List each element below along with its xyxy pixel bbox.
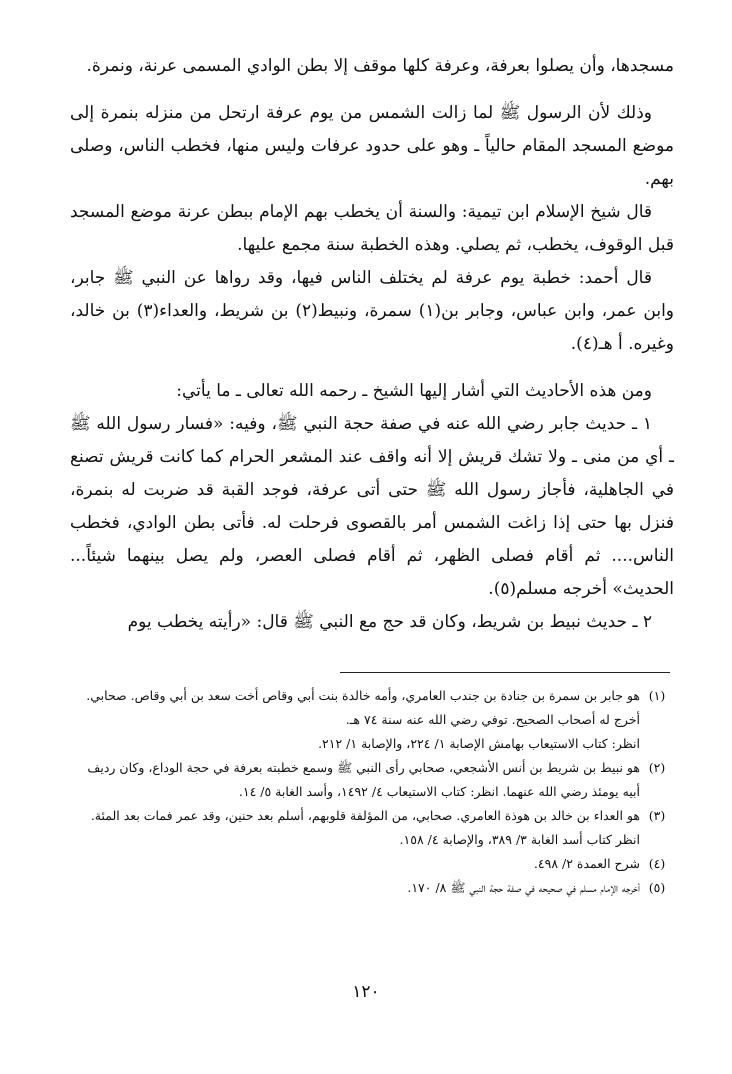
footnote-text: هو نبيط بن شريط بن أنس الأشجعي، صحابي رأى النبي ﷺ وسمع خطبته بعرفة في حجة الوداع، وكان رديف أبيه يومئذ رضي الله عنهما. انظر: كتاب الاستيعاب ٤/ ١٤٩٢، وأسد الغابة ٥/ ١٤. xyxy=(87,760,640,799)
footnote-number: (٢) xyxy=(648,760,666,775)
footnote-text: أخرجه الإمام مسلم في صحيحه في صفة حجة النبي ﷺ ٨/ ١٧٠. xyxy=(407,880,640,895)
paragraph-4: قال أحمد: خطبة يوم عرفة لم يختلف الناس فيها، وقد رواها عن النبي ﷺ جابر، وابن عمر، وابن عباس، وجابر بن(١) سمرة، ونبيط(٢) بن شريط، والعداء(٣) بن خالد، وغيره. أ هـ(٤). xyxy=(70,268,675,354)
paragraph-7: ٢ ـ حديث نبيط بن شريط، وكان قد حج مع النبي ﷺ قال: «رأيته يخطب يوم xyxy=(127,612,652,632)
footnote-number: (٣) xyxy=(648,808,666,823)
footnote-text: هو جابر بن سمرة بن جنادة بن جندب العامري، وأمه خالدة بنت أبي وقاص أخت سعد بن أبي وقاص. صحابي. أخرج له أصحاب الصحيح. توفي رضي الله عنه سنة ٧٤ هـ. xyxy=(86,688,640,727)
footnote-5 xyxy=(70,876,674,900)
paragraph-6: ١ ـ حديث جابر رضي الله عنه في صفة حجة النبي ﷺ، وفيه: «فسار رسول الله ﷺ ـ أي من منى ـ ولا تشك قريش إلا أنه واقف عند المشعر الحرام كما كانت قريش تصنع في الجاهلية، فأجاز رسول الله ﷺ حتى أتى عرفة، فوجد القبة قد ضربت له بنمرة، فنزل بها حتى إذا زاغت الشمس أمر بالقصوى فرحلت له. فأتى بطن الوادي، فخطب الناس.... ثم أقام فصلى الظهر، ثم أقام فصلى العصر، ولم يصل بينهما شيئاً... الحديث» أخرجه مسلم(٥). xyxy=(70,414,675,599)
footnote-separator xyxy=(340,672,670,673)
footnote-1 xyxy=(70,684,674,756)
footnote-4 xyxy=(70,852,674,876)
paragraph-3: قال شيخ الإسلام ابن تيمية: والسنة أن يخطب بهم الإمام ببطن عرنة موضع المسجد قبل الوقوف، يخطب، ثم يصلي. وهذه الخطبة سنة مجمع عليها. xyxy=(70,202,674,255)
footnote-2 xyxy=(70,756,674,804)
paragraph-5: ومن هذه الأحاديث التي أشار إليها الشيخ ـ رحمه الله تعالى ـ ما يأتي: xyxy=(176,381,652,401)
footnote-text: هو العداء بن خالد بن هوذة العامري. صحابي، من المؤلفة قلوبهم، أسلم بعد حنين، وقد عمر فمات بعد المئة. xyxy=(90,808,640,823)
paragraph-1: مسجدها، وأن يصلوا بعرفة، وعرفة كلها موقف إلا بطن الوادي المسمى عرنة، ونمرة. xyxy=(86,56,674,76)
footnote-reference: انظر: كتاب الاستيعاب بهامش الإصابة ١/ ٢٢٤، والإصابة ١/ ٢١٢. xyxy=(318,736,640,751)
main-text xyxy=(70,50,674,639)
footnotes xyxy=(70,684,674,900)
paragraph-2: وذلك لأن الرسول ﷺ لما زالت الشمس من يوم عرفة ارتحل من منزله بنمرة إلى موضع المسجد المقام حالياً ـ وهو على حدود عرفات وليس منها، فخطب الناس، وصلى بهم. xyxy=(70,103,674,189)
footnote-3 xyxy=(70,804,674,852)
footnote-number: (١) xyxy=(648,688,666,703)
footnote-number: (٥) xyxy=(648,880,666,895)
page-number: ١٢٠ xyxy=(352,982,380,1002)
footnote-number: (٤) xyxy=(648,856,666,871)
footnote-reference: انظر كتاب أسد الغابة ٣/ ٣٨٩، والإصابة ٤/ ١٥٨. xyxy=(399,832,640,847)
footnote-text: شرح العمدة ٢/ ٤٩٨. xyxy=(533,856,640,871)
